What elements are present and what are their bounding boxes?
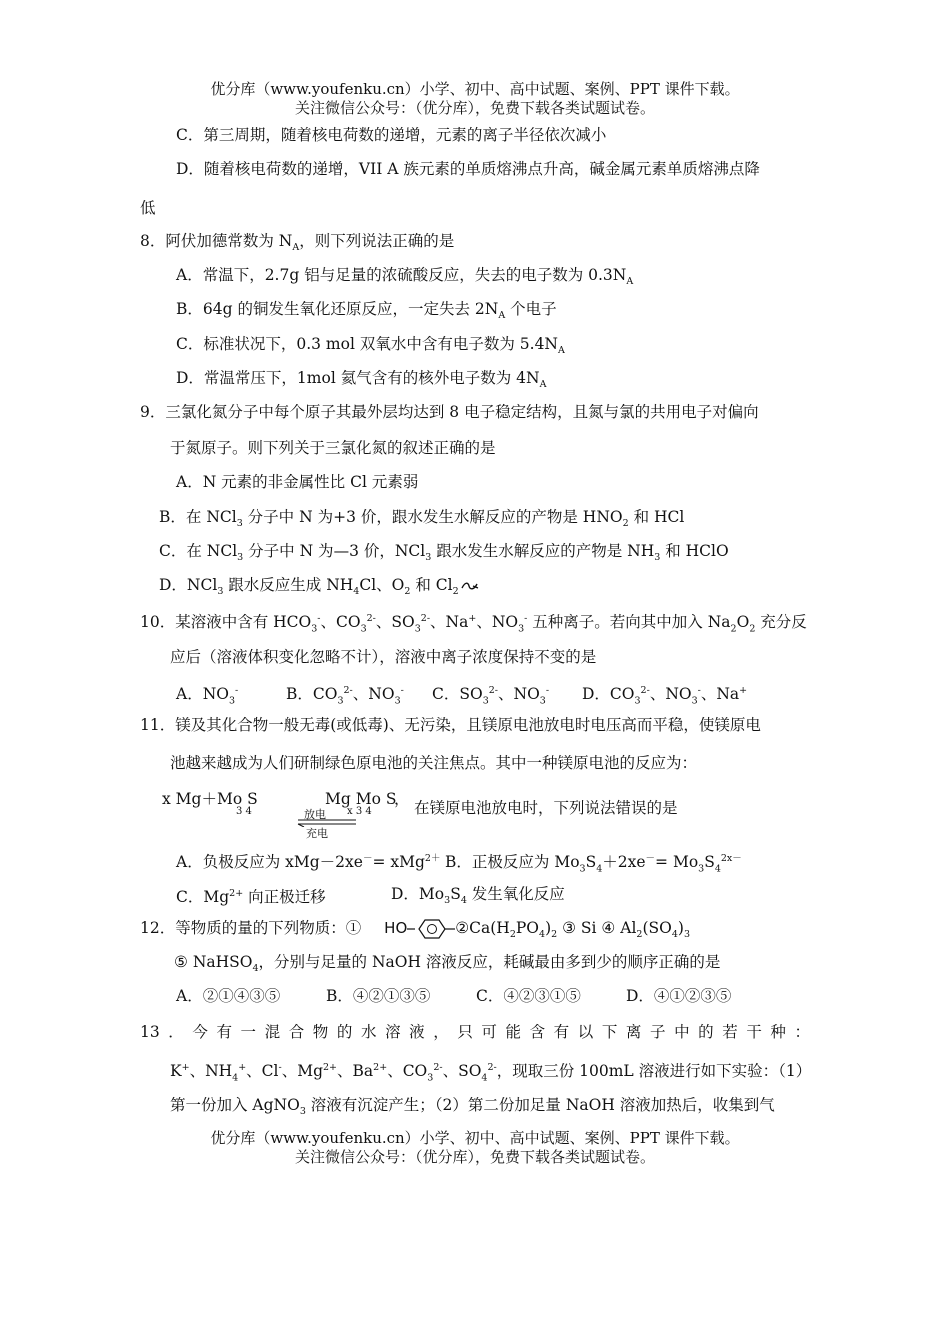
equation-left-subscript: 3 4 — [236, 806, 252, 817]
q9-option-b: B．在 NCl$_3$ 分子中 N 为+3 价，跟水发生水解反应的产物是 $HNO_2$ 和 HCl — [159, 508, 685, 530]
equation-right: Mg Mo S — [325, 790, 397, 808]
q12-stem-line1: 12．等物质的量的下列物质：① HO $②Ca(H_2PO_4)_2$ ③ Si ④ $Al_2(SO_4)_3$ — [140, 919, 690, 941]
equation-discharge-label: 放电 — [304, 808, 326, 821]
phenol-formula: HO — [384, 919, 455, 937]
q12-option-d: D．④①②③⑤ — [626, 987, 732, 1005]
equation-charge-label: 充电 — [306, 827, 328, 840]
page-header — [0, 80, 950, 118]
q11-stem-line2: 池越来越成为人们研制绿色原电池的关注焦点。其中一种镁原电池的反应为： — [170, 754, 698, 772]
q12-option-c: C．④②③①⑤ — [476, 987, 581, 1005]
q7-option-d-line2: 低 — [140, 199, 156, 217]
benzene-ring-icon — [407, 918, 455, 940]
q12-option-b: B．④②①③⑤ — [326, 987, 431, 1005]
equation-comma: ， — [394, 790, 410, 808]
footer-line-1: 优分库（www.youfenku.cn）小学、初中、高中试题、案例、PPT 课件下载。 — [210, 1129, 740, 1147]
page-footer — [0, 1129, 950, 1167]
q12-stem-line2: ⑤ NaHSO$_4$，分别与足量的 NaOH 溶液反应，耗碱最由多到少的顺序正确的是 — [174, 953, 721, 975]
q11-option-b: B．正极反应为 $Mo_3S_4+2xe^-= Mo_3S_4^{2x-}$ — [445, 853, 742, 875]
q9-option-c: C．在 NCl$_3$ 分子中 N 为—3 价，NCl$_3$ 跟水发生水解反应的产物是 $NH_3$ 和 HClO — [159, 542, 729, 564]
q13-stem-line2: K+、$NH_4^+$、Cl-、$Mg^{2+}$、$Ba^{2+}$、$CO_3^{2-}$、$SO_4^{2-}$，现取三份 100mL 溶液进行如下实验：（1） — [170, 1062, 812, 1084]
header-line-1: 优分库（www.youfenku.cn）小学、初中、高中试题、案例、PPT 课件下载。 — [210, 80, 740, 98]
q10-option-b: B．$CO_3^{2-}$、$NO_3^-$ — [286, 685, 404, 707]
header-line-2: 关注微信公众号：（优分库），免费下载各类试题试卷。 — [294, 99, 655, 117]
q10-stem-line2: 应后（溶液体积变化忽略不计），溶液中离子浓度保持不变的是 — [170, 648, 597, 666]
q10-option-d: D．$CO_3^{2-}$、$NO_3^-$、Na+ — [582, 685, 748, 707]
q11-option-c: C．$Mg^{2+}$ 向正极迁移 — [176, 888, 326, 907]
q12-option-a: A．②①④③⑤ — [176, 987, 281, 1005]
q8-option-c: C．标准状况下，0.3 mol 双氧水中含有电子数为 $5.4N_A$ — [176, 335, 565, 357]
q13-stem-line1: 13．今有一混合物的水溶液，只可能含有以下离子中的若干种： — [140, 1023, 810, 1041]
scribble-mark-icon — [461, 580, 479, 592]
q10-option-a: A．$NO_3^-$ — [176, 685, 239, 707]
q10-option-c: C．$SO_3^{2-}$、$NO_3^-$ — [432, 685, 550, 707]
q8-option-a: A．常温下，2.7g 铝与足量的浓硫酸反应，失去的电子数为 $0.3N_A$ — [176, 266, 634, 288]
q9-stem-line2: 于氮原子。则下列关于三氯化氮的叙述正确的是 — [170, 439, 496, 457]
equation-tail: 在镁原电池放电时，下列说法错误的是 — [414, 799, 678, 817]
q9-option-d: D．NCl$_3$ 跟水反应生成 $NH_4Cl$、$O_2$ 和 $Cl_2$ — [159, 574, 479, 603]
q7-option-c: C．第三周期，随着核电荷数的递增，元素的离子半径依次减小 — [176, 126, 607, 144]
q8-option-d: D．常温常压下，1mol 氦气含有的核外电子数为 $4N_A$ — [176, 369, 547, 391]
q8-stem: 8．阿伏加德常数为 $N_A$，则下列说法正确的是 — [140, 232, 455, 254]
equation-left: x Mg＋Mo S — [162, 790, 258, 808]
q11-option-d: D．$Mo_3S_4$ 发生氧化反应 — [391, 885, 565, 907]
q9-stem-line1: 9．三氯化氮分子中每个原子其最外层均达到 8 电子稳定结构，且氮与氯的共用电子对偏向 — [140, 403, 759, 421]
footer-line-2: 关注微信公众号：（优分库），免费下载各类试题试卷。 — [294, 1148, 655, 1166]
q11-stem-line1: 11．镁及其化合物一般无毒(或低毒)、无污染，且镁原电池放电时电压高而平稳，使镁原电 — [140, 716, 761, 734]
q13-stem-line3: 第一份加入 AgNO$_3$ 溶液有沉淀产生；（2）第二份加足量 NaOH 溶液加热后，收集到气 — [170, 1096, 775, 1118]
equation-right-subscript: x 3 4 — [347, 806, 372, 817]
q10-stem-line1: 10．某溶液中含有 $HCO_3^-$、$CO_3^{2-}$、$SO_3^{2-}$、Na+、$NO_3^-$ 五种离子。若向其中加入 $Na_2O_2$ 充分反 — [140, 613, 807, 635]
q8-option-b: B．64g 的铜发生氧化还原反应，一定失去 $2N_A$ 个电子 — [176, 300, 557, 322]
q7-option-d-line1: D．随着核电荷数的递增，VII A 族元素的单质熔沸点升高，碱金属元素单质熔沸点降 — [176, 160, 760, 178]
q9-option-a: A．N 元素的非金属性比 Cl 元素弱 — [176, 473, 419, 491]
q11-option-a: A．负极反应为 xMg－2xe－= xMg$^{2+}$ — [176, 853, 441, 872]
